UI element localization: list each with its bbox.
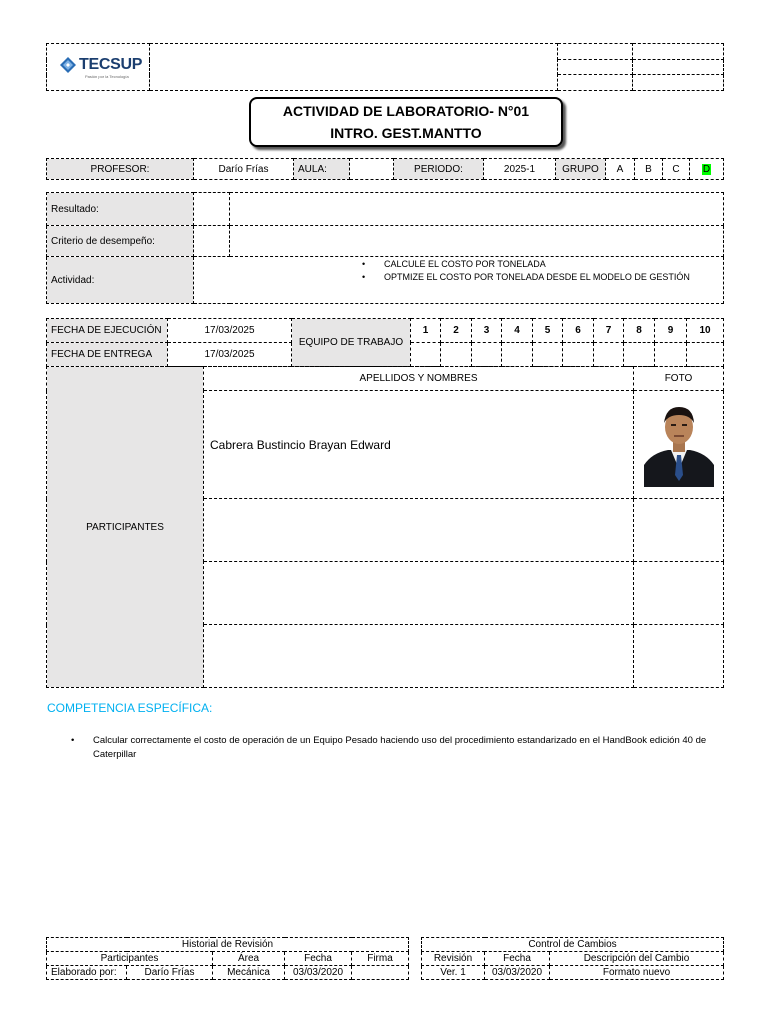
grupo-d-highlight: D (702, 163, 711, 175)
actividad-list-cell (194, 257, 724, 304)
activity-title-box (249, 97, 563, 147)
bullet: • (71, 735, 75, 746)
participant-photo (642, 403, 716, 487)
grupo-d (690, 159, 724, 180)
criterio-label: Criterio de desempeño: (47, 226, 194, 257)
control-title: Control de Cambios (422, 938, 724, 952)
participant-photo-cell (634, 499, 724, 562)
tecsup-logo-icon (59, 56, 77, 74)
names-header: APELLIDOS Y NOMBRES (204, 367, 634, 391)
control-cell: 03/03/2020 (485, 966, 550, 980)
control-header: Fecha (485, 952, 550, 966)
equipo-number: 7 (594, 319, 624, 343)
historial-header: Área (213, 952, 285, 966)
competencia-item (47, 734, 737, 762)
control-table (421, 937, 724, 980)
logo-text: TECSUP (79, 56, 143, 73)
historial-header: Participantes (47, 952, 213, 966)
fecha-ejecucion-label: FECHA DE EJECUCIÓN (47, 319, 168, 343)
historial-cell: Elaborado por: (47, 966, 127, 980)
equipo-number: 3 (472, 319, 502, 343)
historial-cell (352, 966, 409, 980)
historial-header: Fecha (285, 952, 352, 966)
info-table (46, 158, 724, 180)
participant-name (204, 562, 634, 625)
historial-header: Firma (352, 952, 409, 966)
participants-table (46, 366, 724, 688)
historial-cell: Darío Frías (127, 966, 213, 980)
equipo-number: 8 (624, 319, 655, 343)
fecha-entrega-value: 17/03/2025 (168, 343, 292, 367)
equipo-number: 2 (441, 319, 472, 343)
equipo-label: EQUIPO DE TRABAJO (292, 319, 411, 367)
actividad-item: • CALCULE EL COSTO POR TONELADA (348, 258, 719, 271)
periodo-value: 2025-1 (484, 159, 556, 180)
historial-cell: Mecánica (213, 966, 285, 980)
profesor-label: PROFESOR: (47, 159, 194, 180)
activity-title: ACTIVIDAD DE LABORATORIO- N°01 (282, 103, 530, 119)
equipo-number: 10 (687, 319, 724, 343)
photo-header: FOTO (634, 367, 724, 391)
tecsup-logo (59, 56, 143, 79)
profesor-value: Darío Frías (194, 159, 294, 180)
evaluation-table (46, 192, 724, 304)
grupo-a: A (606, 159, 635, 180)
participantes-label: PARTICIPANTES (47, 367, 204, 688)
activity-subtitle: INTRO. GEST.MANTTO (330, 125, 482, 141)
participant-name (204, 625, 634, 688)
participant-photo-cell (634, 625, 724, 688)
historial-table (46, 937, 409, 980)
fecha-ejecucion-value: 17/03/2025 (168, 319, 292, 343)
header-blank (150, 44, 558, 91)
resultado-label: Resultado: (47, 193, 194, 226)
equipo-number: 4 (502, 319, 533, 343)
logo-cell (47, 44, 150, 91)
aula-value (350, 159, 394, 180)
historial-cell: 03/03/2020 (285, 966, 352, 980)
equipo-number: 9 (655, 319, 687, 343)
control-cell: Formato nuevo (550, 966, 724, 980)
control-header: Descripción del Cambio (550, 952, 724, 966)
participant-photo-cell (634, 562, 724, 625)
equipo-number: 1 (411, 319, 441, 343)
logo-tagline: Pasión por la Tecnología (85, 74, 129, 79)
actividad-item: • OPTMIZE EL COSTO POR TONELADA DESDE EL MODELO DE GESTIÓN (348, 271, 719, 284)
competencia-text: Calcular correctamente el costo de operación de un Equipo Pesado haciendo uso del procedimiento estandarizado en el HandBook edición 40 de Caterpillar (93, 735, 707, 760)
equipo-number: 6 (563, 319, 594, 343)
periodo-label: PERIODO: (394, 159, 484, 180)
grupo-label: GRUPO (556, 159, 606, 180)
fecha-entrega-label: FECHA DE ENTREGA (47, 343, 168, 367)
participant-name: Cabrera Bustincio Brayan Edward (204, 391, 634, 499)
header-table (46, 43, 724, 91)
grupo-c: C (663, 159, 690, 180)
historial-title: Historial de Revisión (47, 938, 409, 952)
competencia-title: COMPETENCIA ESPECÍFICA: (47, 701, 213, 715)
control-cell: Ver. 1 (422, 966, 485, 980)
participant-name (204, 499, 634, 562)
control-header: Revisión (422, 952, 485, 966)
grupo-b: B (635, 159, 663, 180)
participant-photo-cell (634, 391, 724, 499)
actividad-label: Actividad: (47, 257, 194, 304)
equipo-number: 5 (533, 319, 563, 343)
actividad-list (348, 258, 719, 284)
dates-table (46, 318, 724, 367)
aula-label: AULA: (294, 159, 350, 180)
